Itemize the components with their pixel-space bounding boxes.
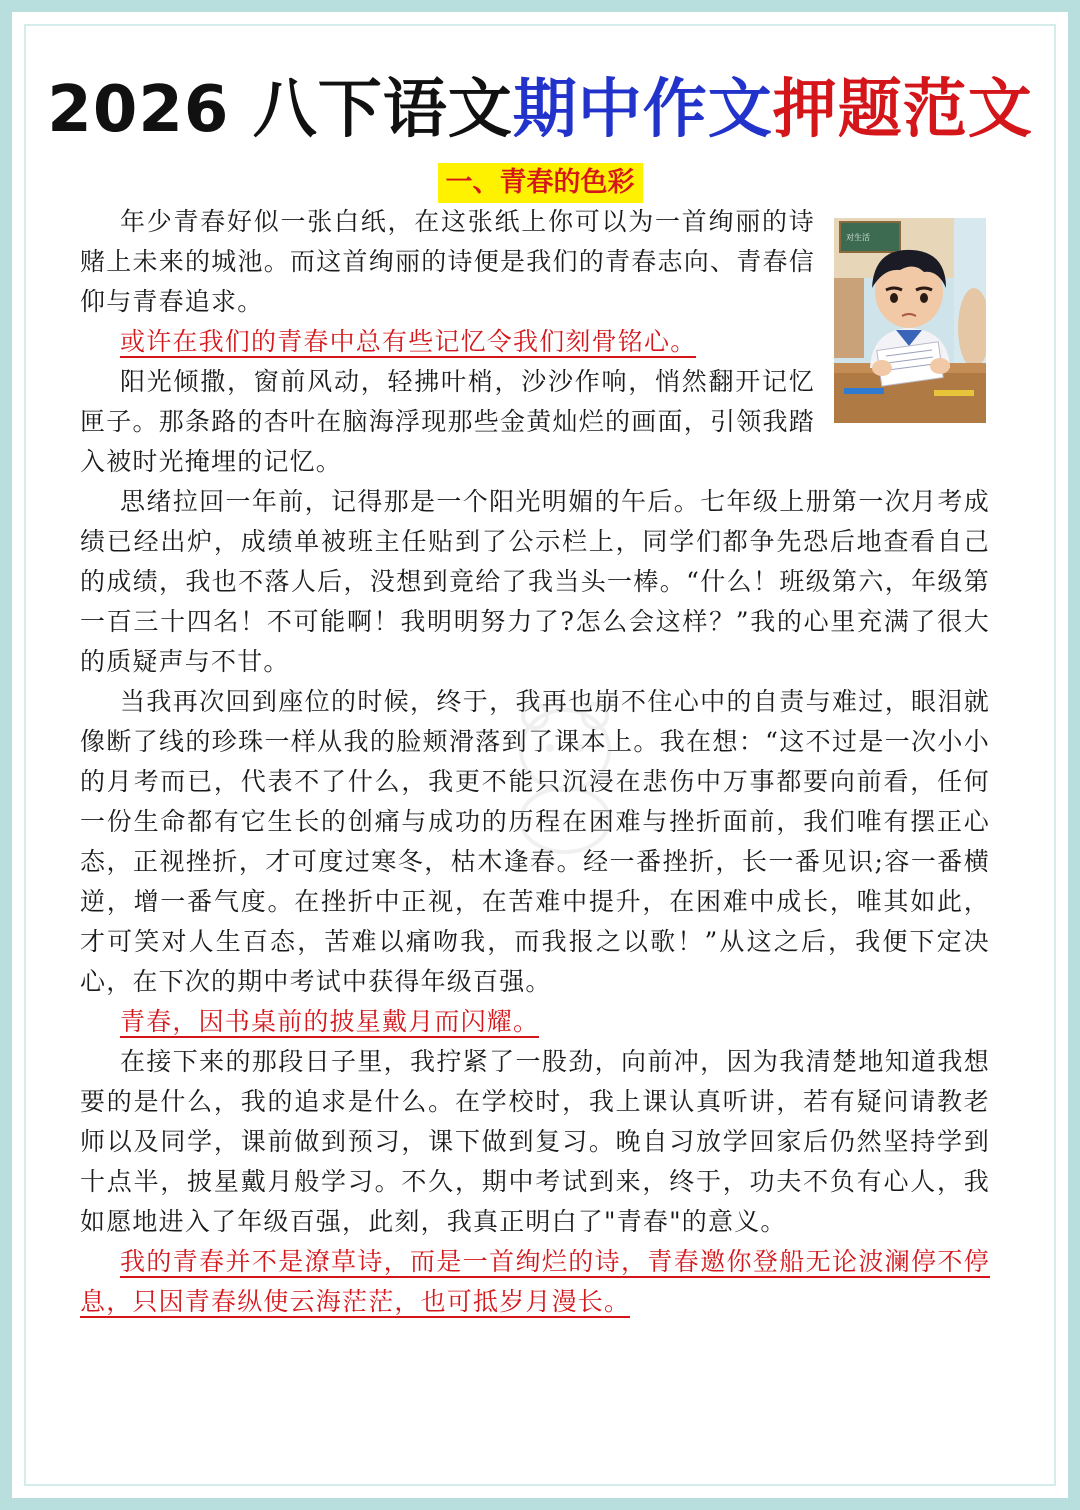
watermark-icon [505,690,625,860]
title-part-red: 押题范文 [772,73,1033,147]
essay-highlight-3 [80,1242,990,1322]
essay-highlight-2 [80,1002,990,1042]
section-heading-wrap [0,163,1080,203]
essay-paragraph-3: 思绪拉回一年前，记得那是一个阳光明媚的午后。七年级上册第一次月考成绩已经出炉，成绩单被班主任贴到了公示栏上，同学们都争先恐后地查看自己的成绩，我也不落人后，没想到竟给了我当头一棒。“什么！班级第六，年级第一百三十四名！不可能啊！我明明努力了?怎么会这样？”我的心里充满了很大的质疑声与不甘。 [80,487,990,676]
title-part-black: 2026 八下语文 [47,73,513,147]
essay-paragraph-1: 年少青春好似一张白纸，在这张纸上你可以为一首绚丽的诗赌上未来的城池。而这首绚丽的诗便是我们的青春志向、青春信仰与青春追求。 [80,207,815,316]
title-part-blue: 期中作文 [512,73,773,147]
essay-highlight-3-text: 我的青春并不是潦草诗，而是一首绚烂的诗，青春邀你登船无论波澜停不停息，只因青春纵使云海茫茫，也可抵岁月漫长。 [80,1247,990,1316]
page-title [0,70,1080,150]
essay-highlight-2-text: 青春，因书桌前的披星戴月而闪耀。 [120,1007,540,1036]
essay-highlight-1-text: 或许在我们的青春中总有些记忆令我们刻骨铭心。 [120,327,697,356]
essay-paragraph-5: 在接下来的那段日子里，我拧紧了一股劲，向前冲，因为我清楚地知道我想要的是什么，我的追求是什么。在学校时，我上课认真听讲，若有疑问请教老师以及同学，课前做到预习，课下做到复习。晚自习放学回家后仍然坚持学到十点半，披星戴月般学习。不久，期中考试到来，终于，功夫不负有心人，我如愿地进入了年级百强，此刻，我真正明白了"青春"的意义。 [80,1047,990,1236]
chalkboard-text: 对生活 [846,233,870,242]
essay-paragraph-4: 当我再次回到座位的时候，终于，我再也崩不住心中的自责与难过，眼泪就像断了线的珍珠一样从我的脸颊滑落到了课本上。我在想：“这不过是一次小小的月考而已，代表不了什么，我更不能只沉浸在悲伤中万事都要向前看，任何一份生命都有它生长的创痛与成功的历程在困难与挫折面前，我们唯有摆正心态，正视挫折，才可度过寒冬，枯木逢春。经一番挫折，长一番见识;容一番横逆，增一番气度。在挫折中正视，在苦难中提升，在困难中成长，唯其如此，才可笑对人生百态，苦难以痛吻我，而我报之以歌！”从这之后，我便下定决心，在下次的期中考试中获得年级百强。 [80,687,990,996]
essay-highlight-1 [80,322,815,362]
essay-paragraph-2: 阳光倾撒，窗前风动，轻拂叶梢，沙沙作响，悄然翻开记忆匣子。那条路的杏叶在脑海浮现那些金黄灿烂的画面，引领我踏入被时光掩埋的记忆。 [80,367,815,476]
section-heading: 一、青春的色彩 [438,163,643,203]
